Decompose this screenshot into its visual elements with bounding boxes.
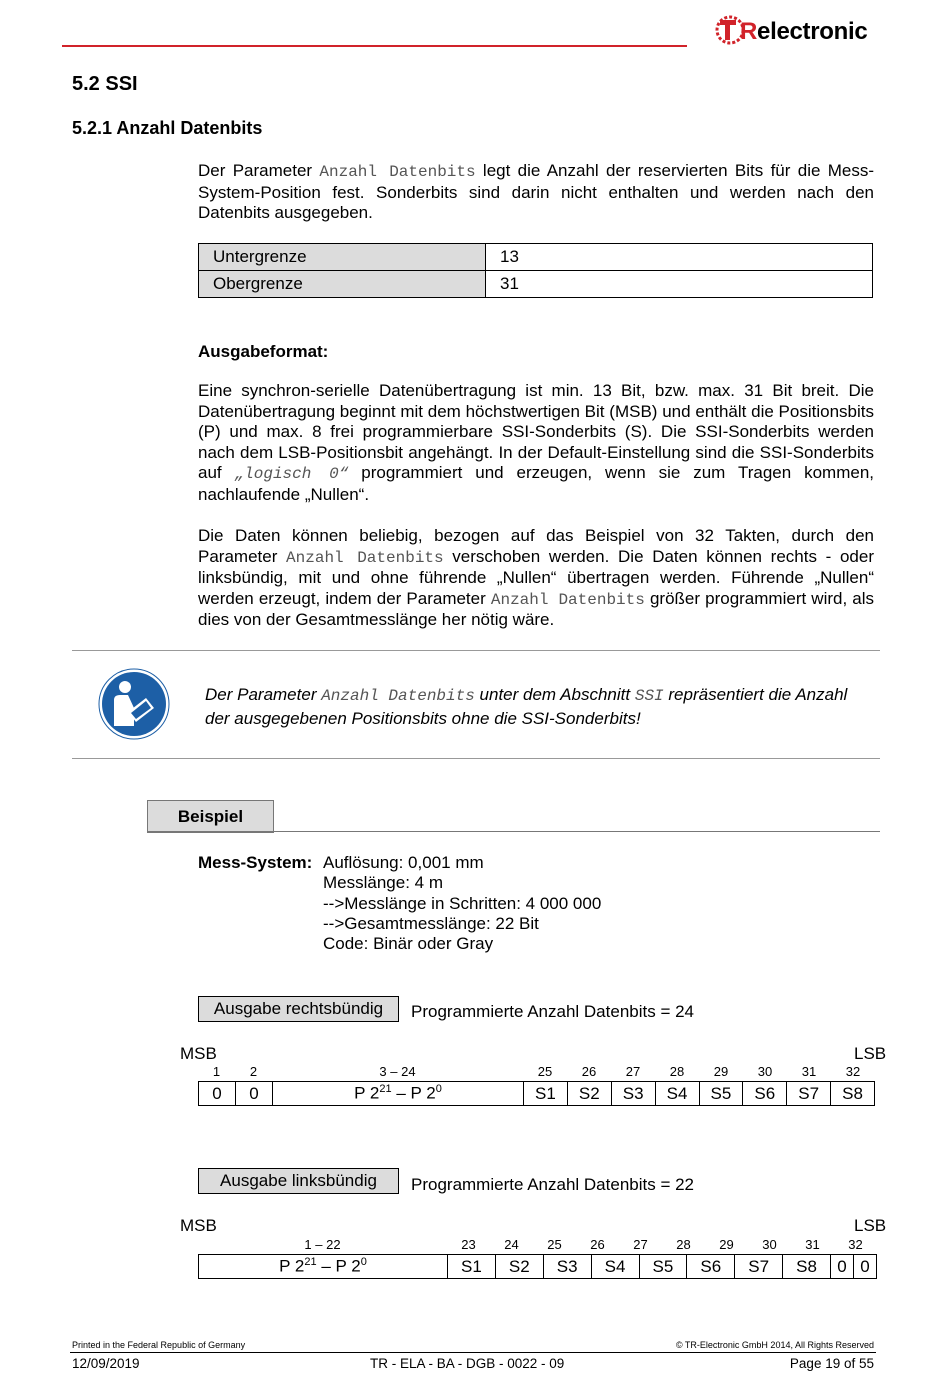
bit-cell: 0 (853, 1255, 876, 1279)
bit-number: 24 (504, 1237, 519, 1252)
bit-cell: S6 (687, 1255, 735, 1279)
table-row (199, 1255, 877, 1279)
bit-cell: S2 (495, 1255, 543, 1279)
footer-page-number: Page 19 of 55 (789, 1356, 874, 1371)
bit-number: 28 (676, 1237, 691, 1252)
bit-number: 30 (762, 1237, 777, 1252)
limit-value: 31 (486, 271, 873, 298)
shift-paragraph: Die Daten können beliebig, bezogen auf das Beispiel von 32 Takten, durch den Parameter Anzahl Datenbits verschoben werden. Die Daten können rechts - oder linksbündig, mit und ohne führende „Nullen“ übertragen werden. Führende „Nullen“ werden erzeugt, indem der Parameter Anzahl Datenbits größer programmiert wird, als dies von der Gesamtmesslänge her nötig wäre. (198, 526, 875, 629)
bit-number: 23 (461, 1237, 476, 1252)
list-item: -->Gesamtmesslänge: 22 Bit (323, 913, 539, 933)
bit-number: 2 (249, 1064, 258, 1079)
list-item: Auflösung: 0,001 mm (323, 853, 484, 872)
left-aligned-bit-table (198, 1254, 877, 1279)
bit-cell: S3 (543, 1255, 591, 1279)
lsb-label: LSB (854, 1044, 887, 1063)
table-row (199, 1082, 875, 1106)
logo-wordmark: Relectronic (740, 18, 868, 45)
note-bottom-rule (72, 758, 880, 759)
bit-cell: S3 (611, 1082, 655, 1106)
beispiel-rule (147, 831, 880, 832)
bit-cell: S6 (743, 1082, 787, 1106)
limit-label: Obergrenze (199, 271, 486, 298)
bit-number: 1 – 22 (304, 1237, 341, 1252)
beispiel-tab: Beispiel (147, 800, 274, 833)
bit-number: 27 (625, 1064, 641, 1079)
list-item: -->Messlänge in Schritten: 4 000 000 (323, 893, 602, 913)
position-bits-cell: P $2^{21}$ – P $2^0$ (273, 1082, 524, 1106)
right-aligned-tag: Ausgabe rechtsbündig (198, 996, 399, 1022)
right-aligned-note: Programmierte Anzahl Datenbits = 24 (411, 1002, 695, 1021)
lsb-label: LSB (854, 1216, 887, 1235)
bit-number: 29 (713, 1064, 729, 1079)
right-bit-numbers (198, 1064, 875, 1080)
msb-label: MSB (180, 1044, 217, 1063)
mess-system-details (323, 853, 601, 954)
bit-number: 29 (719, 1237, 734, 1252)
bit-cell: S5 (639, 1255, 687, 1279)
bit-cell: S7 (787, 1082, 831, 1106)
format-paragraph: Eine synchron-serielle Datenübertragung ist min. 13 Bit, bzw. max. 31 Bit breit. Die Datenübertragung beginnt mit dem höchstwertigen Bit (MSB) und enthält die Positionsbits (P) und max. 8 frei programmierbare SSI-Sonderbits (S). Die SSI-Sonderbits werden nach dem LSB-Positionsbit angehängt. In der Default-Einstellung sind die SSI-Sonderbits auf „logisch 0“ programmiert und erzeugen, wenn sie zum Tragen kommen, nachlaufende „Nullen“. (198, 381, 874, 504)
bit-number: 3 – 24 (379, 1064, 416, 1079)
bit-cell: S1 (524, 1082, 568, 1106)
footer-doc-number: TR - ELA - BA - DGB - 0022 - 09 (370, 1356, 565, 1371)
bit-number: 31 (801, 1064, 817, 1079)
footer-date: 12/09/2019 (72, 1356, 140, 1371)
footer-printed: Printed in the Federal Republic of Germany (72, 1340, 246, 1350)
section-title: 5.2 SSI (72, 73, 138, 95)
left-bit-numbers (198, 1237, 877, 1253)
bit-number: 28 (669, 1064, 685, 1079)
bit-number: 26 (581, 1064, 597, 1079)
bit-number: 32 (848, 1237, 863, 1252)
note-text: Der Parameter Anzahl Datenbits unter dem Abschnitt SSI repräsentiert die Anzahl der ausgegebenen Positionsbits ohne die SSI-Sonderbits! (205, 685, 848, 728)
bit-cell: S4 (655, 1082, 699, 1106)
bit-cell: S1 (448, 1255, 496, 1279)
subsection-title: 5.2.1 Anzahl Datenbits (72, 118, 263, 138)
left-aligned-note: Programmierte Anzahl Datenbits = 22 (411, 1175, 695, 1194)
note-top-rule (72, 650, 880, 651)
bit-cell: S4 (591, 1255, 639, 1279)
footer-copyright: © TR-Electronic GmbH 2014, All Rights Reserved (675, 1340, 874, 1350)
limit-label: Untergrenze (199, 244, 486, 271)
list-item: Messlänge: 4 m (323, 873, 443, 893)
bit-number: 31 (805, 1237, 820, 1252)
table-row (199, 244, 873, 271)
bit-number: 32 (845, 1064, 861, 1079)
bit-cell: S2 (567, 1082, 611, 1106)
ausgabeformat-heading: Ausgabeformat: (198, 342, 329, 361)
position-bits-cell: P $2^{21}$ – P $2^0$ (199, 1255, 448, 1279)
limits-table (198, 243, 873, 298)
bit-cell: 0 (199, 1082, 236, 1106)
left-aligned-tag: Ausgabe linksbündig (198, 1168, 399, 1194)
bit-number: 1 (212, 1064, 221, 1079)
bit-number: 25 (547, 1237, 562, 1252)
intro-paragraph: Der Parameter Anzahl Datenbits legt die Anzahl der reservierten Bits für die Mess-System-Position fest. Sonderbits sind darin nicht enthalten und werden nach den Datenbits ausgegeben. (198, 161, 875, 222)
right-aligned-bit-table (198, 1081, 875, 1106)
bit-cell: 0 (236, 1082, 273, 1106)
manual-read-icon (98, 668, 170, 745)
table-row (199, 271, 873, 298)
bit-number: 30 (757, 1064, 773, 1079)
mess-system-label: Mess-System: (198, 853, 313, 872)
header-rule (62, 45, 687, 47)
footer-rule (70, 1352, 876, 1353)
bit-number: 25 (537, 1064, 553, 1079)
bit-number: 26 (590, 1237, 605, 1252)
bit-cell: S5 (699, 1082, 743, 1106)
bit-cell: S8 (783, 1255, 831, 1279)
msb-label: MSB (180, 1216, 217, 1235)
bit-number: 27 (633, 1237, 648, 1252)
list-item: Code: Binär oder Gray (323, 934, 494, 954)
bit-cell: 0 (831, 1255, 854, 1279)
bit-cell: S7 (735, 1255, 783, 1279)
limit-value: 13 (486, 244, 873, 271)
bit-cell: S8 (831, 1082, 875, 1106)
